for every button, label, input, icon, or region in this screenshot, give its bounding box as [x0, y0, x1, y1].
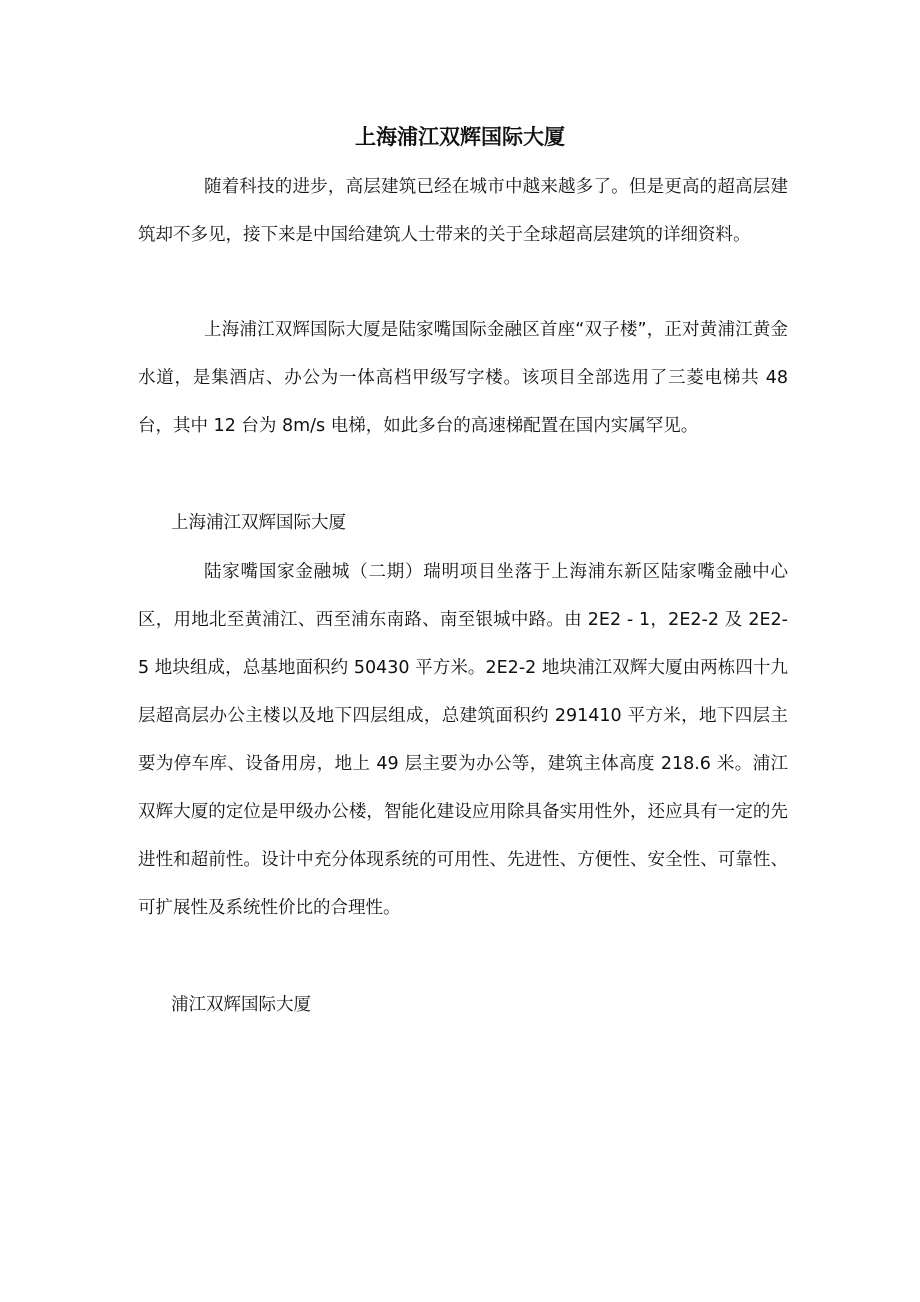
project-detail-paragraph: 陆家嘴国家金融城（二期）瑞明项目坐落于上海浦东新区陆家嘴金融中心区，用地北至黄浦江、西至浦东南路、南至银城中路。由 2E2 - 1，2E2-2 及 2E2-5 地块组成，总基地面积约 50430 平方米。2E2-2 地块浦江双辉大厦由两栋四十九层超高层办公主楼以及地下四层组成，总建筑面积约 291410 平方米，地下四层主要为停车库、设备用房，地上 49 层主要为办公等，建筑主体高度 218.6 米。浦江双辉大厦的定位是甲级办公楼，智能化建设应用除具备实用性外，还应具有一定的先进性和超前性。设计中充分体现系统的可用性、先进性、方便性、安全性、可靠性、可扩展性及系统性价比的合理性。: [138, 562, 788, 918]
building-overview-paragraph: 上海浦江双辉国际大厦是陆家嘴国际金融区首座“双子楼”，正对黄浦江黄金水道，是集酒店、办公为一体高档甲级写字楼。该项目全部选用了三菱电梯共 48 台，其中 12 台为 8m/s 电梯，如此多台的高速梯配置在国内实属罕见。: [138, 320, 788, 436]
document-title: 上海浦江双辉国际大厦: [355, 125, 565, 149]
image-caption-1: 上海浦江双辉国际大厦: [171, 513, 346, 533]
image-caption-2: 浦江双辉国际大厦: [171, 995, 311, 1015]
intro-paragraph: 随着科技的进步，高层建筑已经在城市中越来越多了。但是更高的超高层建筑却不多见，接下来是中国给建筑人士带来的关于全球超高层建筑的详细资料。: [138, 177, 788, 245]
